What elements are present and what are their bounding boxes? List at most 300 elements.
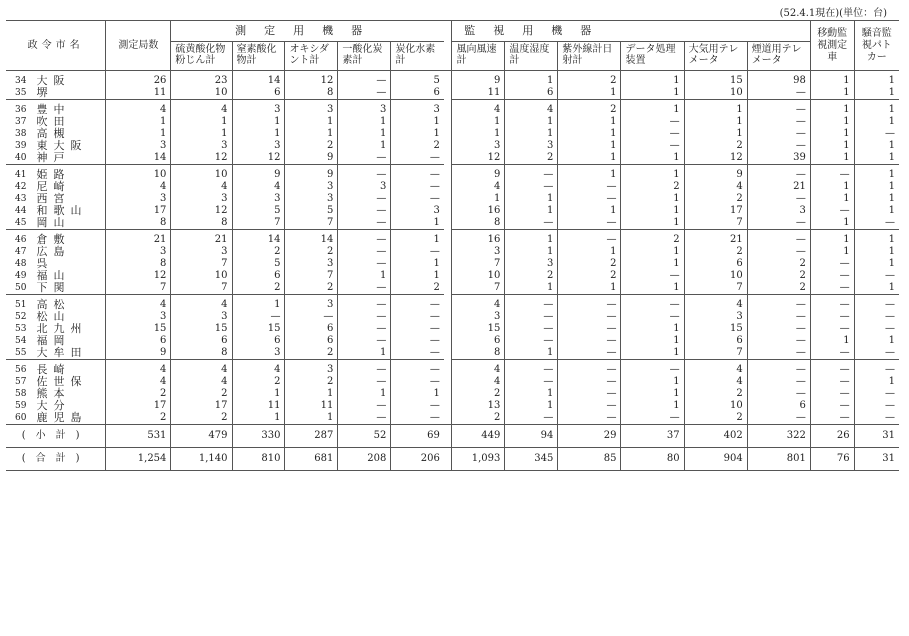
cell-value: 2 bbox=[558, 270, 621, 282]
cell-value: 2 bbox=[232, 282, 285, 295]
cell-value: — bbox=[747, 295, 810, 312]
cell-value: 6 bbox=[171, 335, 232, 347]
cell-value: 1 bbox=[810, 246, 854, 258]
cell-value: — bbox=[429, 181, 440, 192]
cell-value: 4 bbox=[171, 360, 232, 377]
cell-value: 3 bbox=[285, 295, 338, 312]
total-value: 52 bbox=[338, 425, 391, 448]
cell-value: — bbox=[505, 295, 558, 312]
cell-value: 4 bbox=[106, 100, 171, 117]
cell-value: 3 bbox=[171, 193, 232, 205]
cell-value: 1 bbox=[505, 347, 558, 360]
city-name: 佐世保 bbox=[32, 376, 105, 388]
cell-value: 12 bbox=[452, 152, 505, 165]
cell-value: 3 bbox=[505, 140, 558, 152]
cell-value: 1 bbox=[505, 230, 558, 247]
header-col-ox: オキシダント計 bbox=[285, 42, 338, 71]
cell-value: — bbox=[885, 128, 895, 139]
header-col-temp: 温度湿度計 bbox=[505, 42, 558, 71]
cell-value: 3 bbox=[452, 140, 505, 152]
cell-value: 15 bbox=[452, 323, 505, 335]
city-name: 福岡 bbox=[32, 335, 105, 347]
cell-value: 2 bbox=[171, 412, 232, 425]
cell-value: 2 bbox=[232, 376, 285, 388]
cell-value: — bbox=[810, 388, 854, 400]
cell-value: 2 bbox=[505, 152, 558, 165]
cell-value: — bbox=[747, 388, 810, 400]
header-col-air-tele: 大気用テレメータ bbox=[684, 42, 747, 71]
header-gap-sub bbox=[444, 42, 452, 71]
cell-value: 2 bbox=[232, 246, 285, 258]
cell-value: 4 bbox=[452, 295, 505, 312]
total-label: (小計) bbox=[6, 425, 106, 448]
cell-value: 2 bbox=[621, 230, 684, 247]
cell-value: 1 bbox=[888, 246, 895, 257]
cell-value: — bbox=[505, 335, 558, 347]
cell-value: — bbox=[429, 347, 440, 358]
cell-value: 10 bbox=[684, 400, 747, 412]
cell-value: 9 bbox=[106, 347, 171, 360]
cell-value: — bbox=[854, 295, 899, 312]
cell-value: 1 bbox=[232, 116, 285, 128]
row-number: 43 bbox=[15, 194, 27, 204]
cell-value: 8 bbox=[106, 258, 171, 270]
cell-value: 3 bbox=[232, 140, 285, 152]
cell-value: — bbox=[747, 217, 810, 230]
gap-cell bbox=[444, 400, 452, 412]
cell-value: 3 bbox=[452, 246, 505, 258]
cell-value: 11 bbox=[106, 87, 171, 100]
cell-value: 1 bbox=[505, 246, 558, 258]
cell-value: 6 bbox=[285, 323, 338, 335]
cell-value: 1 bbox=[684, 116, 747, 128]
cell-value: 15 bbox=[232, 323, 285, 335]
city-name: 呉 bbox=[32, 258, 105, 270]
cell-value: — bbox=[338, 360, 391, 377]
header-col-hc: 炭化水素計 bbox=[391, 42, 444, 71]
cell-value: 6 bbox=[433, 87, 440, 98]
cell-value: 1 bbox=[854, 230, 899, 247]
cell-value: 4 bbox=[684, 376, 747, 388]
cell-value: 2 bbox=[171, 388, 232, 400]
table-row bbox=[6, 128, 899, 140]
total-label: (合計) bbox=[6, 448, 106, 471]
cell-value: 1 bbox=[285, 116, 338, 128]
row-number: 47 bbox=[15, 247, 27, 257]
equipment-table-container bbox=[6, 20, 899, 471]
cell-value: — bbox=[747, 335, 810, 347]
cell-value: 8 bbox=[452, 217, 505, 230]
cell-value: 1 bbox=[558, 152, 621, 165]
cell-value: — bbox=[429, 335, 440, 346]
cell-value: — bbox=[338, 412, 391, 425]
table-row bbox=[6, 360, 899, 377]
cell-value: 3 bbox=[338, 100, 391, 117]
city-name: 高槻 bbox=[32, 128, 105, 140]
cell-value: 2 bbox=[285, 140, 338, 152]
cell-value: — bbox=[558, 311, 621, 323]
row-number: 52 bbox=[15, 312, 27, 322]
city-name: 広島 bbox=[32, 246, 105, 258]
cell-value: — bbox=[338, 152, 391, 165]
total-value: 1,140 bbox=[171, 448, 232, 471]
cell-value: 1 bbox=[888, 75, 895, 86]
cell-value: 21 bbox=[747, 181, 810, 193]
cell-value: 1 bbox=[171, 116, 232, 128]
subtotal-row bbox=[6, 425, 899, 448]
cell-value: 1 bbox=[433, 217, 440, 228]
city-name: 大牟田 bbox=[32, 347, 105, 360]
total-value: 322 bbox=[747, 425, 810, 448]
cell-value: 1 bbox=[452, 116, 505, 128]
table-row bbox=[6, 71, 899, 88]
gap-cell bbox=[444, 152, 452, 165]
total-value: 80 bbox=[621, 448, 684, 471]
cell-value: 21 bbox=[106, 230, 171, 247]
cell-value: — bbox=[885, 412, 895, 423]
header-gap bbox=[444, 21, 452, 42]
cell-value: 6 bbox=[232, 270, 285, 282]
table-row bbox=[6, 376, 899, 388]
cell-value: — bbox=[885, 388, 895, 399]
cell-value: 1 bbox=[888, 258, 895, 269]
cell-value: — bbox=[338, 217, 391, 230]
table-row bbox=[6, 140, 899, 152]
cell-value: 3 bbox=[106, 140, 171, 152]
total-row bbox=[6, 448, 899, 471]
cell-value: — bbox=[558, 217, 621, 230]
city-name: 和歌山 bbox=[32, 205, 105, 217]
gap-cell bbox=[444, 140, 452, 152]
gap-cell bbox=[444, 448, 452, 471]
table-row bbox=[6, 87, 899, 100]
cell-value: 1 bbox=[433, 270, 440, 281]
row-number: 41 bbox=[6, 165, 32, 182]
cell-value: — bbox=[429, 323, 440, 334]
cell-value: — bbox=[885, 217, 895, 228]
row-number: 56 bbox=[6, 360, 32, 377]
cell-value: 4 bbox=[684, 181, 747, 193]
row-number: 58 bbox=[15, 389, 27, 399]
cell-value: 2 bbox=[558, 71, 621, 88]
cell-value: — bbox=[747, 376, 810, 388]
table-row bbox=[6, 116, 899, 128]
cell-value: 12 bbox=[232, 152, 285, 165]
cell-value: — bbox=[747, 323, 810, 335]
cell-value: 1 bbox=[433, 116, 440, 127]
cell-value: 1 bbox=[433, 128, 440, 139]
cell-value: 4 bbox=[106, 360, 171, 377]
cell-value: 1 bbox=[810, 335, 854, 347]
cell-value: 6 bbox=[505, 87, 558, 100]
cell-value: 2 bbox=[684, 193, 747, 205]
cell-value: 1 bbox=[621, 258, 684, 270]
cell-value: 9 bbox=[452, 165, 505, 182]
cell-value: 2 bbox=[747, 258, 810, 270]
cell-value: 39 bbox=[747, 152, 810, 165]
cell-value: 3 bbox=[285, 360, 338, 377]
cell-value: 23 bbox=[171, 71, 232, 88]
cell-value: 1 bbox=[888, 193, 895, 204]
cell-value: 12 bbox=[171, 152, 232, 165]
cell-value: — bbox=[621, 360, 684, 377]
cell-value: 1 bbox=[888, 205, 895, 216]
cell-value: 1 bbox=[888, 116, 895, 127]
total-value: 76 bbox=[810, 448, 854, 471]
cell-value: — bbox=[505, 376, 558, 388]
total-value: 208 bbox=[338, 448, 391, 471]
cell-value: 1 bbox=[558, 205, 621, 217]
unit-note: (52.4.1現在)(単位：台) bbox=[779, 8, 887, 19]
city-name: 西宮 bbox=[32, 193, 105, 205]
table-row bbox=[6, 100, 899, 117]
city-name: 下関 bbox=[32, 282, 105, 295]
total-value: 330 bbox=[232, 425, 285, 448]
cell-value: 1 bbox=[285, 388, 338, 400]
cell-value: 4 bbox=[452, 100, 505, 117]
cell-value: 15 bbox=[684, 323, 747, 335]
cell-value: 1 bbox=[684, 100, 747, 117]
table-row bbox=[6, 181, 899, 193]
row-number: 48 bbox=[15, 259, 27, 269]
cell-value: 2 bbox=[285, 376, 338, 388]
gap-cell bbox=[444, 347, 452, 360]
cell-value: 11 bbox=[452, 87, 505, 100]
cell-value: — bbox=[621, 295, 684, 312]
cell-value: 3 bbox=[747, 205, 810, 217]
cell-value: 1 bbox=[810, 87, 854, 100]
cell-value: 4 bbox=[452, 376, 505, 388]
cell-value: 4 bbox=[171, 181, 232, 193]
cell-value: 1 bbox=[810, 181, 854, 193]
cell-value: — bbox=[505, 412, 558, 425]
cell-value: 4 bbox=[106, 181, 171, 193]
header-col-data: データ処理装置 bbox=[621, 42, 684, 71]
total-value: 479 bbox=[171, 425, 232, 448]
cell-value: 1 bbox=[621, 71, 684, 88]
total-value: 531 bbox=[106, 425, 171, 448]
cell-value: 1 bbox=[452, 193, 505, 205]
header-monitor-group-cont bbox=[621, 21, 810, 42]
cell-value: 1 bbox=[621, 87, 684, 100]
cell-value: 1 bbox=[621, 152, 684, 165]
cell-value: — bbox=[429, 311, 440, 322]
cell-value: 2 bbox=[452, 412, 505, 425]
row-number: 54 bbox=[15, 336, 27, 346]
total-value: 1,254 bbox=[106, 448, 171, 471]
cell-value: 1 bbox=[810, 71, 854, 88]
header-col-co: 一酸化炭素計 bbox=[338, 42, 391, 71]
row-number: 35 bbox=[15, 88, 27, 98]
cell-value: 2 bbox=[285, 347, 338, 360]
cell-value: 1 bbox=[810, 128, 854, 140]
cell-value: — bbox=[558, 360, 621, 377]
cell-value: 9 bbox=[452, 71, 505, 88]
cell-value: 7 bbox=[285, 217, 338, 230]
cell-value: — bbox=[558, 400, 621, 412]
city-name: 豊中 bbox=[32, 100, 105, 117]
row-number: 60 bbox=[15, 413, 27, 423]
cell-value: — bbox=[810, 270, 854, 282]
cell-value: 1 bbox=[810, 100, 854, 117]
cell-value: 8 bbox=[106, 217, 171, 230]
cell-value: — bbox=[558, 295, 621, 312]
cell-value: 3 bbox=[106, 311, 171, 323]
cell-value: 3 bbox=[106, 193, 171, 205]
cell-value: 3 bbox=[391, 100, 444, 117]
cell-value: 2 bbox=[106, 388, 171, 400]
cell-value: — bbox=[338, 258, 391, 270]
cell-value: 1 bbox=[232, 295, 285, 312]
total-value: 681 bbox=[285, 448, 338, 471]
cell-value: — bbox=[338, 193, 391, 205]
cell-value: 1 bbox=[433, 388, 440, 399]
cell-value: — bbox=[747, 412, 810, 425]
gap-cell bbox=[444, 181, 452, 193]
cell-value: 1 bbox=[888, 87, 895, 98]
cell-value: — bbox=[429, 376, 440, 387]
cell-value: 3 bbox=[285, 181, 338, 193]
cell-value: 1 bbox=[810, 230, 854, 247]
gap-cell bbox=[444, 100, 452, 117]
cell-value: — bbox=[391, 295, 444, 312]
cell-value: 7 bbox=[684, 217, 747, 230]
cell-value: — bbox=[854, 360, 899, 377]
cell-value: 5 bbox=[232, 205, 285, 217]
row-number: 45 bbox=[15, 218, 27, 228]
cell-value: — bbox=[558, 323, 621, 335]
cell-value: 7 bbox=[106, 282, 171, 295]
cell-value: 1 bbox=[621, 323, 684, 335]
city-name: 尼崎 bbox=[32, 181, 105, 193]
cell-value: — bbox=[621, 128, 684, 140]
cell-value: 1 bbox=[810, 140, 854, 152]
cell-value: 7 bbox=[452, 258, 505, 270]
cell-value: — bbox=[621, 311, 684, 323]
row-number: 46 bbox=[6, 230, 32, 247]
cell-value: 1 bbox=[621, 282, 684, 295]
cell-value: — bbox=[747, 100, 810, 117]
cell-value: 4 bbox=[171, 295, 232, 312]
cell-value: 3 bbox=[452, 311, 505, 323]
cell-value: 17 bbox=[684, 205, 747, 217]
cell-value: 6 bbox=[684, 258, 747, 270]
city-name: 東大阪 bbox=[32, 140, 105, 152]
cell-value: 2 bbox=[558, 100, 621, 117]
cell-value: 3 bbox=[285, 193, 338, 205]
cell-value: 98 bbox=[747, 71, 810, 88]
cell-value: 14 bbox=[106, 152, 171, 165]
cell-value: — bbox=[429, 193, 440, 204]
cell-value: 10 bbox=[171, 270, 232, 282]
cell-value: — bbox=[747, 311, 810, 323]
cell-value: 2 bbox=[505, 270, 558, 282]
cell-value: 2 bbox=[285, 282, 338, 295]
cell-value: 2 bbox=[106, 412, 171, 425]
cell-value: 12 bbox=[684, 152, 747, 165]
cell-value: 1 bbox=[285, 128, 338, 140]
cell-value: 21 bbox=[171, 230, 232, 247]
city-name: 鹿児島 bbox=[32, 412, 105, 425]
header-monitor-group: 監視用機器 bbox=[452, 21, 621, 42]
gap-cell bbox=[444, 165, 452, 182]
cell-value: 1 bbox=[810, 217, 854, 230]
cell-value: 1 bbox=[810, 152, 854, 165]
total-value: 85 bbox=[558, 448, 621, 471]
total-value: 345 bbox=[505, 448, 558, 471]
cell-value: 12 bbox=[285, 71, 338, 88]
header-noise: 騒音監視パトカー bbox=[854, 21, 899, 71]
cell-value: 2 bbox=[747, 270, 810, 282]
city-name: 岡山 bbox=[32, 217, 105, 230]
cell-value: — bbox=[505, 165, 558, 182]
cell-value: 1 bbox=[621, 100, 684, 117]
cell-value: — bbox=[338, 335, 391, 347]
cell-value: — bbox=[747, 230, 810, 247]
cell-value: — bbox=[810, 323, 854, 335]
cell-value: — bbox=[810, 165, 854, 182]
gap-cell bbox=[444, 425, 452, 448]
gap-cell bbox=[444, 230, 452, 247]
cell-value: 4 bbox=[452, 181, 505, 193]
gap-cell bbox=[444, 193, 452, 205]
row-number: 37 bbox=[15, 117, 27, 127]
table-row bbox=[6, 388, 899, 400]
cell-value: 1 bbox=[505, 193, 558, 205]
cell-value: 3 bbox=[232, 347, 285, 360]
cell-value: — bbox=[558, 181, 621, 193]
cell-value: — bbox=[232, 311, 285, 323]
cell-value: 1 bbox=[854, 165, 899, 182]
cell-value: — bbox=[338, 71, 391, 88]
city-name: 長崎 bbox=[32, 360, 105, 377]
header-col-wind: 風向風速計 bbox=[452, 42, 505, 71]
cell-value: 1 bbox=[621, 347, 684, 360]
cell-value: — bbox=[885, 323, 895, 334]
table-row bbox=[6, 193, 899, 205]
cell-value: — bbox=[747, 246, 810, 258]
cell-value: 1 bbox=[505, 128, 558, 140]
total-value: 1,093 bbox=[452, 448, 505, 471]
table-row bbox=[6, 323, 899, 335]
cell-value: 1 bbox=[338, 388, 391, 400]
cell-value: 2 bbox=[433, 282, 440, 293]
cell-value: 9 bbox=[232, 165, 285, 182]
row-number: 59 bbox=[15, 401, 27, 411]
cell-value: 6 bbox=[106, 335, 171, 347]
cell-value: — bbox=[338, 205, 391, 217]
gap-cell bbox=[444, 295, 452, 312]
city-name: 高松 bbox=[32, 295, 105, 312]
cell-value: — bbox=[429, 246, 440, 257]
cell-value: 11 bbox=[285, 400, 338, 412]
cell-value: — bbox=[391, 360, 444, 377]
cell-value: 1 bbox=[558, 165, 621, 182]
cell-value: 3 bbox=[171, 140, 232, 152]
row-number: 53 bbox=[15, 324, 27, 334]
cell-value: 3 bbox=[684, 311, 747, 323]
cell-value: 13 bbox=[452, 400, 505, 412]
cell-value: — bbox=[747, 360, 810, 377]
cell-value: 1 bbox=[810, 116, 854, 128]
cell-value: 1 bbox=[621, 335, 684, 347]
table-row bbox=[6, 217, 899, 230]
cell-value: 6 bbox=[232, 335, 285, 347]
table-row bbox=[6, 152, 899, 165]
table-header bbox=[6, 21, 899, 71]
cell-value: 2 bbox=[684, 140, 747, 152]
cell-value: 1 bbox=[338, 270, 391, 282]
